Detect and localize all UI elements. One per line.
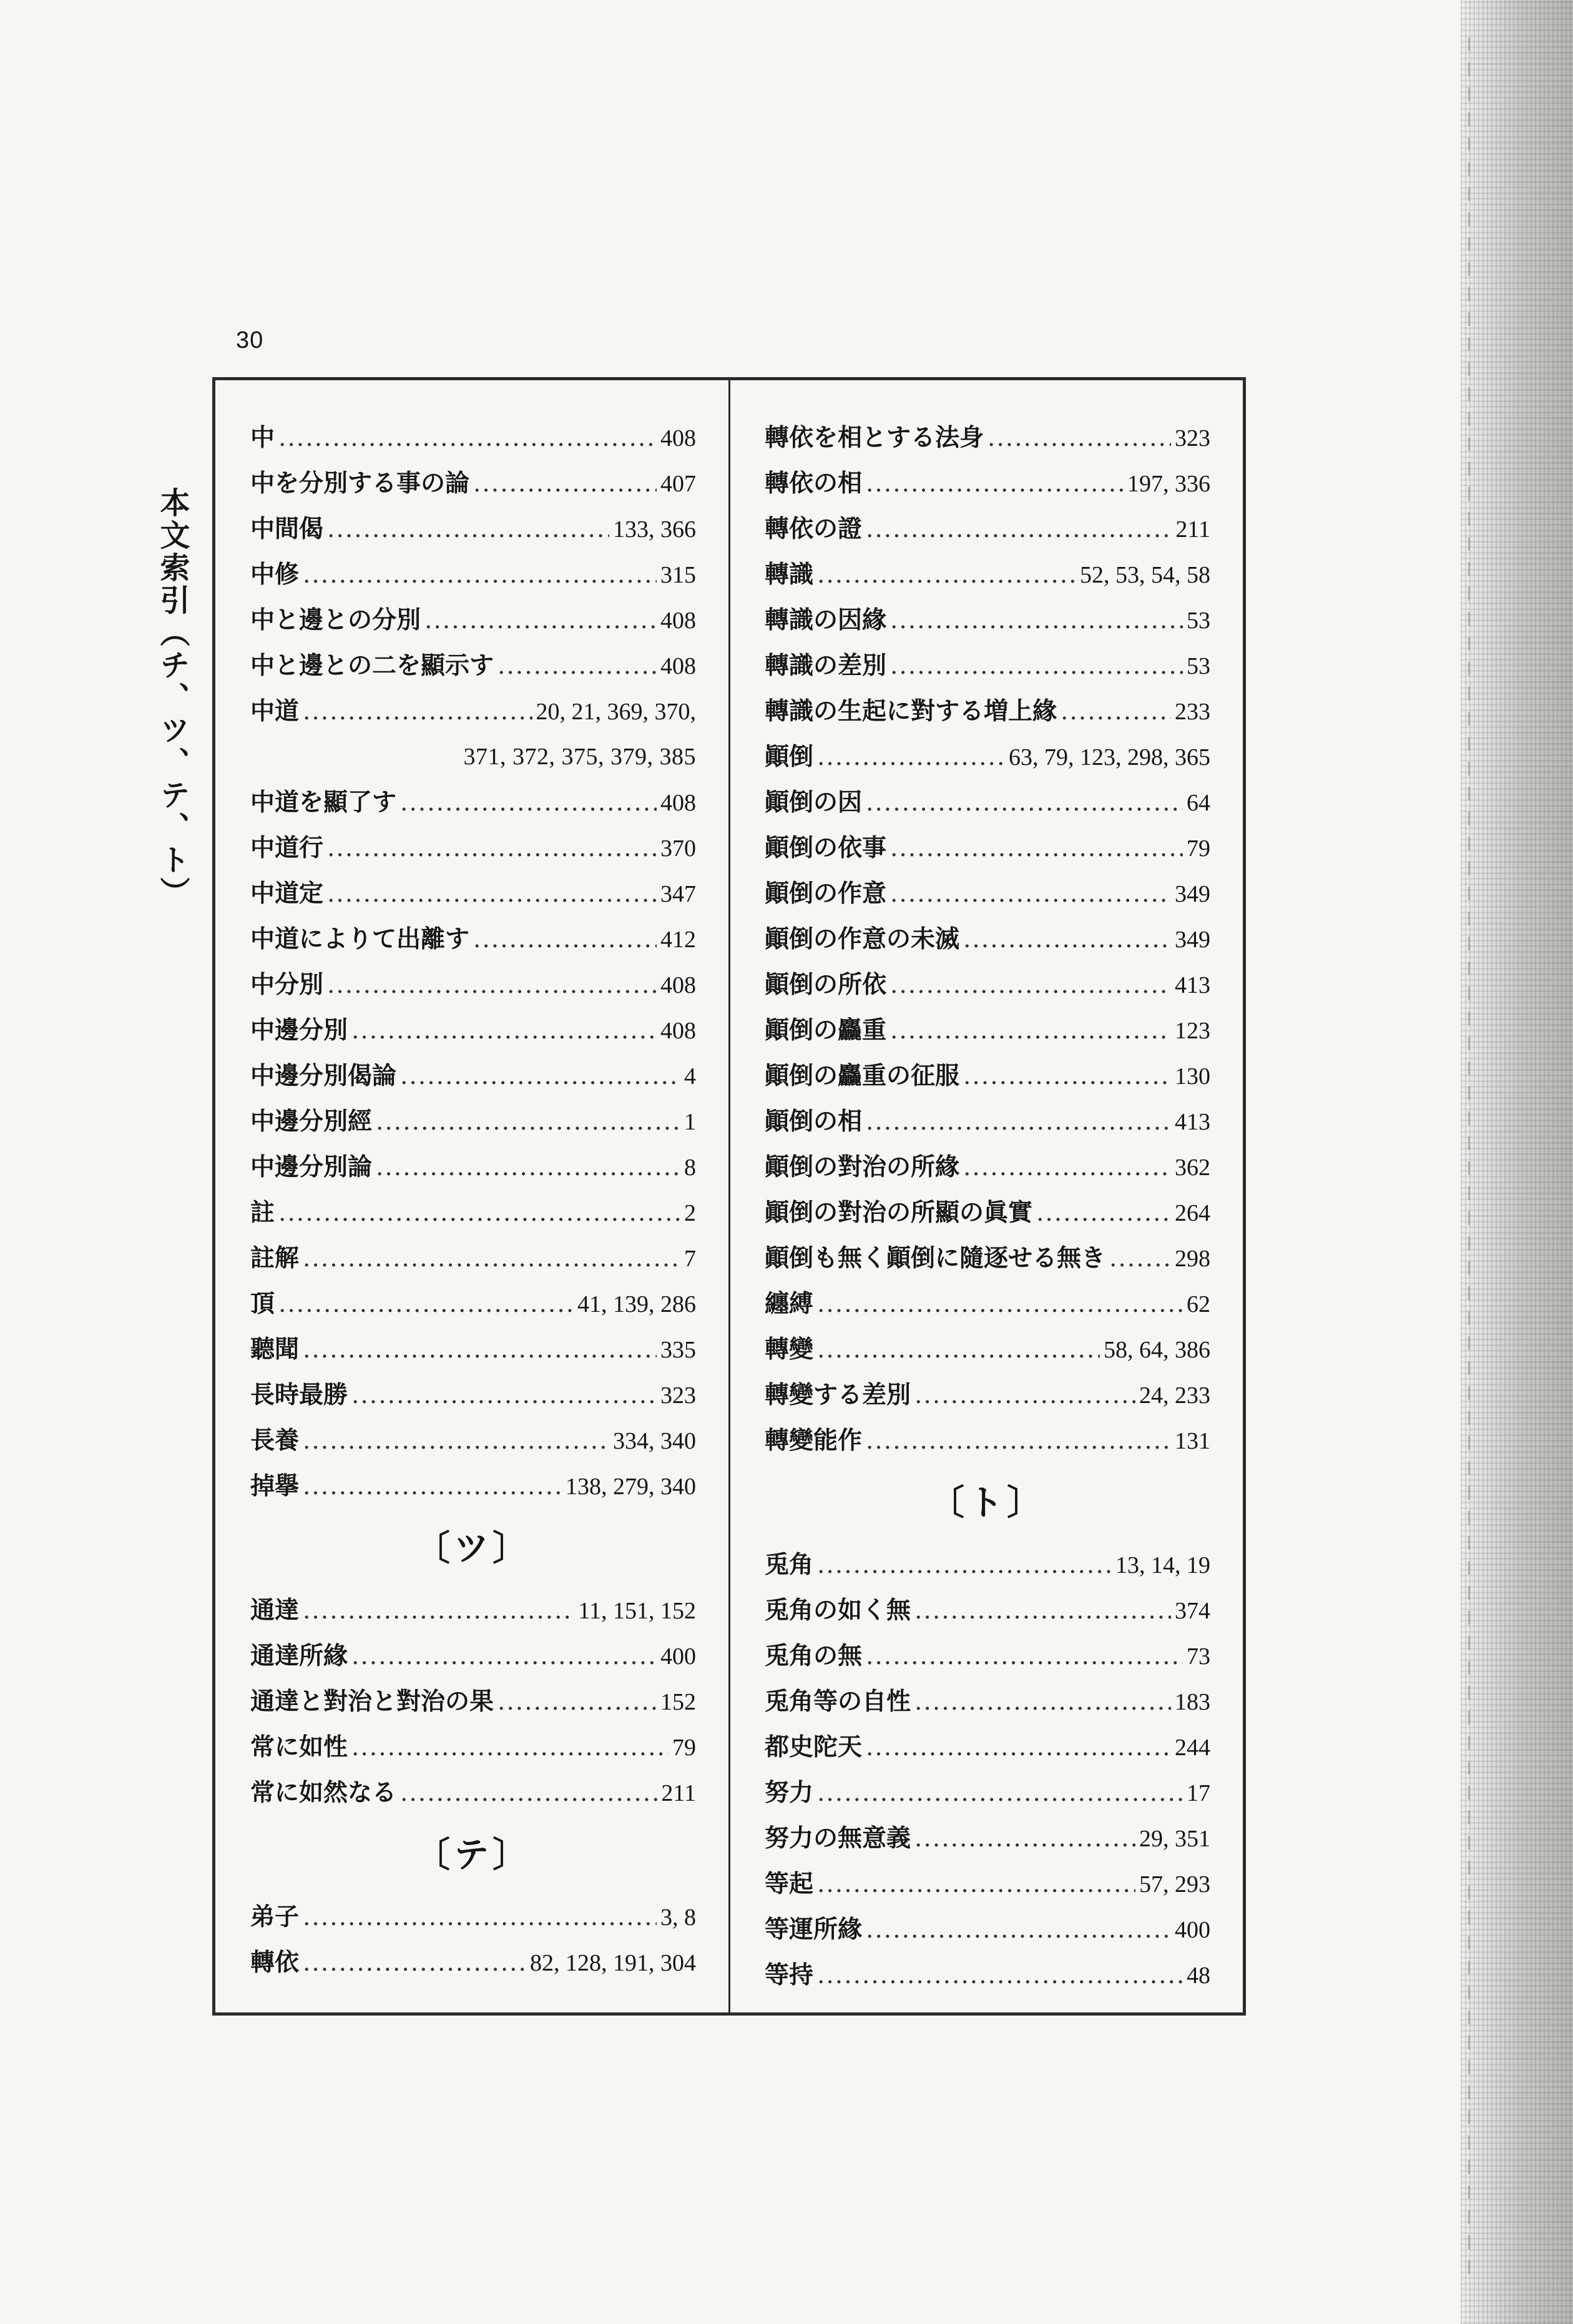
entry-term: 轉依の相	[765, 469, 863, 498]
entry-pages: 408	[660, 790, 696, 816]
entry-term: 長養	[250, 1426, 300, 1455]
entry-pages: 408	[660, 1018, 696, 1044]
dot-leader	[351, 1633, 657, 1679]
index-entry	[765, 1861, 1210, 1907]
entry-pages: 298	[1175, 1246, 1210, 1272]
page-number: 30	[236, 327, 264, 353]
entry-term: 轉依の證	[765, 515, 863, 543]
dot-leader	[327, 825, 657, 871]
dot-leader	[303, 1327, 657, 1372]
entry-term: 轉識の差別	[765, 651, 887, 680]
entry-pages: 29, 351	[1139, 1826, 1210, 1852]
dot-leader	[303, 1588, 574, 1633]
entry-term: 中道定	[250, 879, 324, 908]
index-entry	[250, 917, 696, 962]
scan-fold-line	[1468, 37, 1470, 2285]
dot-leader	[866, 1725, 1171, 1770]
entry-term: 中道行	[250, 834, 324, 862]
dot-leader	[303, 689, 532, 734]
entry-term: 努力	[765, 1778, 814, 1807]
index-entry	[765, 1327, 1210, 1372]
index-entry	[765, 825, 1210, 871]
entry-pages: 347	[660, 881, 696, 907]
index-entry	[765, 1633, 1210, 1679]
index-entry	[765, 962, 1210, 1008]
entry-pages: 13, 14, 19	[1115, 1552, 1210, 1578]
entry-pages: 413	[1175, 972, 1210, 998]
dot-leader	[376, 1145, 680, 1190]
index-entry	[250, 1464, 696, 1509]
left-index-column	[250, 415, 696, 1986]
entry-pages: 211	[661, 1780, 696, 1806]
entry-term: 轉變する差別	[765, 1381, 911, 1409]
entry-pages: 131	[1175, 1428, 1210, 1454]
entry-term: 等起	[765, 1869, 814, 1898]
index-entry	[250, 1053, 696, 1099]
scan-edge-shadow	[1461, 0, 1573, 2324]
dot-leader	[303, 1236, 680, 1281]
entry-pages: 408	[660, 972, 696, 998]
entry-term: 努力の無意義	[765, 1824, 911, 1853]
index-entry	[765, 1190, 1210, 1236]
dot-leader	[817, 1542, 1112, 1588]
entry-term: 轉變能作	[765, 1426, 863, 1455]
dot-leader	[817, 1770, 1183, 1816]
dot-leader	[351, 1725, 669, 1770]
entry-pages: 64	[1187, 790, 1210, 816]
entry-term: 顚倒の對治の所緣	[765, 1153, 960, 1181]
entry-term: 轉依を相とする法身	[765, 423, 984, 452]
dot-leader	[278, 1190, 680, 1236]
entry-term: 通達と對治と對治の果	[250, 1687, 494, 1716]
section-heading: 〔テ〕	[415, 1834, 531, 1876]
dot-leader	[303, 1464, 562, 1509]
section-heading: 〔ト〕	[929, 1482, 1046, 1524]
dot-leader	[497, 1679, 657, 1725]
index-entry	[250, 415, 696, 461]
index-entry	[765, 689, 1210, 734]
entry-pages: 400	[1175, 1917, 1210, 1943]
entry-term: 掉擧	[250, 1472, 300, 1500]
index-entry	[250, 1770, 696, 1816]
entry-pages: 57, 293	[1139, 1871, 1210, 1898]
dot-leader	[866, 461, 1124, 506]
entry-term: 轉識の因緣	[765, 606, 887, 634]
entry-term: 註	[250, 1198, 275, 1227]
entry-term: 中を分別する事の論	[250, 469, 470, 498]
entry-term: 中と邊との二を顯示す	[250, 651, 494, 680]
dot-leader	[963, 1145, 1171, 1190]
section-heading: 〔ツ〕	[415, 1528, 531, 1569]
dot-leader	[327, 962, 657, 1008]
index-entry	[250, 1190, 696, 1236]
dot-leader	[303, 1894, 657, 1940]
entry-term: 中道	[250, 697, 300, 726]
dot-leader	[351, 1008, 657, 1053]
dot-leader	[424, 598, 657, 643]
entry-pages: 130	[1175, 1063, 1210, 1090]
right-index-column	[765, 415, 1210, 1998]
entry-term: 通達	[250, 1596, 300, 1625]
entry-pages: 24, 233	[1139, 1382, 1210, 1409]
dot-leader	[890, 598, 1183, 643]
index-entry	[765, 506, 1210, 552]
index-table	[212, 377, 1246, 2016]
entry-pages: 362	[1175, 1155, 1210, 1181]
side-title: 本文索引（チ、ツ、テ、ト）	[155, 487, 190, 909]
entry-pages: 371, 372, 375, 379, 385	[463, 744, 696, 770]
entry-pages: 11, 151, 152	[578, 1598, 696, 1624]
index-entry	[765, 1418, 1210, 1464]
entry-term: 顚倒の因	[765, 788, 863, 817]
dot-leader	[817, 734, 1005, 780]
entry-pages: 412	[660, 927, 696, 953]
entry-pages: 370	[660, 835, 696, 862]
entry-term: 顚倒の相	[765, 1107, 863, 1136]
entry-term: 轉識の生起に對する増上緣	[765, 697, 1057, 726]
index-entry	[765, 1236, 1210, 1281]
dot-leader	[1061, 689, 1171, 734]
dot-leader	[866, 780, 1183, 825]
index-entry	[250, 1894, 696, 1940]
dot-leader	[914, 1679, 1171, 1725]
entry-term: 兎角の如く無	[765, 1596, 911, 1625]
entry-pages: 233	[1175, 699, 1210, 725]
entry-term: 轉依	[250, 1948, 300, 1977]
entry-pages: 197, 336	[1127, 471, 1210, 497]
index-entry	[765, 871, 1210, 917]
entry-pages: 133, 366	[613, 516, 696, 543]
entry-pages: 79	[1187, 835, 1210, 862]
index-entry	[765, 1725, 1210, 1770]
entry-pages: 63, 79, 123, 298, 365	[1009, 744, 1210, 771]
index-entry	[250, 1418, 696, 1464]
index-entry	[250, 1281, 696, 1327]
index-entry	[250, 1725, 696, 1770]
entry-pages: 323	[1175, 425, 1210, 451]
entry-pages: 408	[660, 608, 696, 634]
entry-term: 中邊分別論	[250, 1153, 373, 1181]
index-entry	[250, 825, 696, 871]
dot-leader	[278, 1281, 574, 1327]
dot-leader	[866, 1418, 1171, 1464]
entry-pages: 413	[1175, 1109, 1210, 1135]
entry-term: 兎角	[765, 1550, 814, 1579]
entry-term: 長時最勝	[250, 1381, 348, 1409]
entry-pages: 58, 64, 386	[1104, 1337, 1210, 1363]
index-entry	[765, 1281, 1210, 1327]
entry-pages: 407	[660, 471, 696, 497]
entry-pages: 152	[660, 1689, 696, 1715]
entry-pages: 41, 139, 286	[577, 1291, 696, 1317]
index-entry	[250, 962, 696, 1008]
index-entry	[250, 1327, 696, 1372]
index-entry	[765, 461, 1210, 506]
dot-leader	[351, 1372, 657, 1418]
dot-leader	[303, 552, 657, 598]
entry-term: 中道を顯了す	[250, 788, 397, 817]
index-entry	[250, 552, 696, 598]
entry-pages: 264	[1175, 1200, 1210, 1226]
entry-term: 兎角の無	[765, 1642, 863, 1670]
entry-pages: 123	[1175, 1018, 1210, 1044]
entry-pages: 17	[1187, 1780, 1210, 1806]
entry-term: 中邊分別偈論	[250, 1061, 397, 1090]
dot-leader	[890, 825, 1183, 871]
index-entry	[765, 1145, 1210, 1190]
index-entry	[250, 461, 696, 506]
entry-pages: 4	[684, 1063, 696, 1090]
dot-leader	[963, 917, 1171, 962]
entry-pages: 408	[660, 425, 696, 451]
entry-pages: 1	[684, 1109, 696, 1135]
entry-term: 顚倒の所依	[765, 970, 887, 999]
dot-leader	[817, 1952, 1183, 1998]
dot-leader	[866, 1907, 1171, 1952]
dot-leader	[400, 780, 657, 825]
entry-term: 兎角等の自性	[765, 1687, 911, 1716]
entry-pages: 52, 53, 54, 58	[1080, 562, 1210, 588]
index-entry	[765, 643, 1210, 689]
entry-pages: 400	[660, 1643, 696, 1670]
index-entry	[250, 1372, 696, 1418]
entry-pages: 334, 340	[613, 1428, 696, 1454]
entry-pages: 211	[1175, 516, 1210, 543]
dot-leader	[866, 1099, 1171, 1145]
entry-term: 中邊分別	[250, 1016, 348, 1045]
index-entry	[765, 1816, 1210, 1861]
entry-term: 中	[250, 423, 275, 452]
entry-term: 顚倒	[765, 742, 814, 771]
dot-leader	[1036, 1190, 1171, 1236]
dot-leader	[817, 1327, 1100, 1372]
entry-pages: 138, 279, 340	[566, 1474, 696, 1500]
index-entry-continuation	[250, 734, 696, 780]
index-entry	[765, 1770, 1210, 1816]
dot-leader	[890, 962, 1171, 1008]
index-entry	[250, 1940, 696, 1986]
index-entry	[250, 1008, 696, 1053]
index-entry	[250, 1679, 696, 1725]
entry-term: 顚倒も無く顚倒に隨逐せる無き	[765, 1244, 1106, 1273]
entry-term: 註解	[250, 1244, 300, 1273]
entry-pages: 2	[684, 1200, 696, 1226]
index-entry	[765, 1099, 1210, 1145]
index-entry	[765, 1907, 1210, 1952]
dot-leader	[303, 1940, 526, 1986]
index-entry	[250, 506, 696, 552]
dot-leader	[497, 643, 657, 689]
dot-leader	[890, 643, 1183, 689]
dot-leader	[400, 1053, 680, 1099]
entry-pages: 323	[660, 1382, 696, 1409]
entry-term: 中修	[250, 560, 300, 589]
entry-term: 纏縛	[765, 1289, 814, 1318]
entry-term: 都史陀天	[765, 1733, 863, 1761]
entry-term: 顚倒の對治の所顯の眞實	[765, 1198, 1033, 1227]
entry-pages: 374	[1175, 1598, 1210, 1624]
entry-pages: 335	[660, 1337, 696, 1363]
entry-term: 中間偈	[250, 515, 324, 543]
entry-term: 顚倒の作意	[765, 879, 887, 908]
entry-pages: 349	[1175, 881, 1210, 907]
index-entry	[250, 598, 696, 643]
index-entry	[765, 780, 1210, 825]
dot-leader	[473, 917, 657, 962]
index-entry	[765, 1588, 1210, 1633]
index-entry	[250, 1236, 696, 1281]
entry-term: 顚倒の依事	[765, 834, 887, 862]
entry-term: 顚倒の麤重の征服	[765, 1061, 960, 1090]
dot-leader	[890, 1008, 1171, 1053]
dot-leader	[914, 1588, 1171, 1633]
dot-leader	[987, 415, 1171, 461]
entry-term: 轉識	[765, 560, 814, 589]
entry-pages: 244	[1175, 1735, 1210, 1761]
entry-pages: 349	[1175, 927, 1210, 953]
entry-term: 顚倒の作意の未滅	[765, 925, 960, 953]
entry-term: 顚倒の麤重	[765, 1016, 887, 1045]
dot-leader	[817, 1861, 1135, 1907]
dot-leader	[890, 871, 1171, 917]
index-entry	[765, 1542, 1210, 1588]
index-entry	[765, 734, 1210, 780]
index-entry	[250, 871, 696, 917]
index-entry	[250, 1633, 696, 1679]
dot-leader	[914, 1816, 1135, 1861]
entry-term: 轉變	[765, 1335, 814, 1364]
entry-term: 中分別	[250, 970, 324, 999]
entry-pages: 73	[1187, 1643, 1210, 1670]
entry-pages: 315	[660, 562, 696, 588]
entry-term: 中と邊との分別	[250, 606, 421, 634]
index-entry	[765, 598, 1210, 643]
entry-term: 等持	[765, 1961, 814, 1989]
index-entry	[250, 1145, 696, 1190]
entry-pages: 20, 21, 369, 370,	[536, 699, 696, 725]
dot-leader	[1109, 1236, 1171, 1281]
entry-pages: 62	[1187, 1291, 1210, 1317]
entry-term: 聽聞	[250, 1335, 300, 1364]
index-entry	[250, 643, 696, 689]
index-entry	[765, 1008, 1210, 1053]
index-entry	[765, 1952, 1210, 1998]
entry-pages: 7	[684, 1246, 696, 1272]
entry-term: 通達所緣	[250, 1642, 348, 1670]
dot-leader	[303, 1418, 609, 1464]
index-entry	[765, 415, 1210, 461]
entry-term: 弟子	[250, 1903, 300, 1931]
dot-leader	[817, 1281, 1183, 1327]
dot-leader	[817, 552, 1076, 598]
dot-leader	[327, 506, 609, 552]
dot-leader	[473, 461, 657, 506]
entry-pages: 3, 8	[660, 1904, 696, 1931]
entry-pages: 48	[1187, 1962, 1210, 1989]
dot-leader	[914, 1372, 1135, 1418]
index-entry	[250, 1099, 696, 1145]
entry-pages: 82, 128, 191, 304	[530, 1950, 696, 1976]
entry-pages: 8	[684, 1155, 696, 1181]
index-entry	[250, 689, 696, 734]
dot-leader	[866, 506, 1172, 552]
index-entry	[765, 1053, 1210, 1099]
entry-pages: 183	[1175, 1689, 1210, 1715]
dot-leader	[400, 1770, 657, 1816]
entry-term: 頂	[250, 1289, 275, 1318]
dot-leader	[327, 871, 657, 917]
index-entry	[765, 917, 1210, 962]
index-entry	[765, 552, 1210, 598]
index-entry	[250, 1588, 696, 1633]
dot-leader	[866, 1633, 1183, 1679]
index-entry	[250, 780, 696, 825]
dot-leader	[963, 1053, 1171, 1099]
entry-term: 等運所緣	[765, 1915, 863, 1944]
entry-pages: 53	[1187, 653, 1210, 679]
entry-term: 常に如然なる	[250, 1778, 397, 1807]
entry-pages: 53	[1187, 608, 1210, 634]
index-entry	[765, 1679, 1210, 1725]
index-entry	[765, 1372, 1210, 1418]
column-divider	[728, 380, 730, 2012]
entry-pages: 79	[672, 1735, 696, 1761]
dot-leader	[278, 415, 657, 461]
entry-term: 中道によりて出離す	[250, 925, 470, 953]
entry-pages: 408	[660, 653, 696, 679]
entry-term: 常に如性	[250, 1733, 348, 1761]
dot-leader	[376, 1099, 680, 1145]
entry-term: 中邊分別經	[250, 1107, 373, 1136]
